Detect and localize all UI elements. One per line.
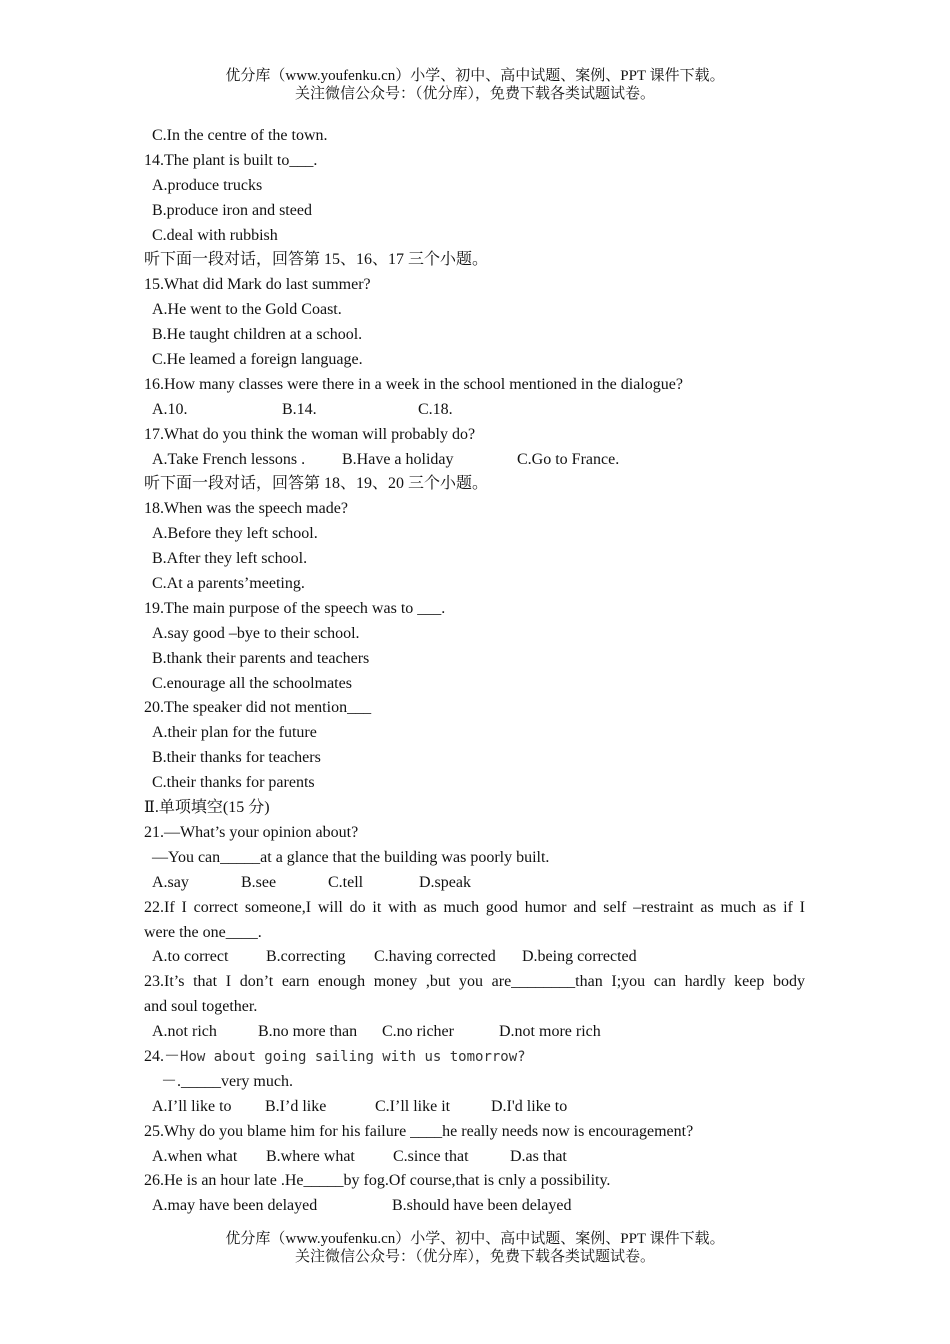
q20-option-b: B.their thanks for teachers — [152, 749, 321, 767]
q25-stem: 25.Why do you blame him for his failure ____he really needs now is encouragement? — [144, 1122, 694, 1140]
q13-option-c: C.In the centre of the town. — [152, 127, 328, 144]
q15-option-a: A.He went to the Gold Coast. — [152, 301, 342, 319]
q24-question-text: How about going sailing with us tomorrow? — [180, 1048, 526, 1065]
dialog-instruction-1: 听下面一段对话，回答第 15、16、17 三个小题。 — [144, 251, 489, 269]
q22-options — [144, 945, 805, 970]
header-line-2: 关注微信公众号：（优分库），免费下载各类试题试卷。 — [294, 86, 655, 102]
page-footer — [0, 1230, 950, 1266]
q17-option-c: C.Go to France. — [517, 450, 620, 468]
q24-option-d: D.I'd like to — [491, 1097, 568, 1115]
q18-stem: 18.When was the speech made? — [144, 500, 348, 518]
q20-option-a: A.their plan for the future — [152, 724, 317, 742]
q23-options — [144, 1020, 805, 1045]
q14-option-c: C.deal with rubbish — [152, 226, 278, 244]
footer-line-1: 优分库（www.youfenku.cn）小学、初中、高中试题、案例、PPT 课件下载。 — [225, 1231, 725, 1247]
q24-number: 24.－ — [144, 1047, 181, 1065]
footer-line-2: 关注微信公众号：（优分库），免费下载各类试题试卷。 — [294, 1249, 655, 1265]
section-2-title: Ⅱ.单项填空(15 分) — [144, 799, 270, 817]
q23-option-c: C.no richer — [382, 1023, 454, 1041]
q26-stem: 26.He is an hour late .He_____by fog.Of course,that is cnly a possibility. — [144, 1172, 611, 1190]
q22-stem-line-1: 22.If I correct someone,I will do it with as much good humor and self –restraint as much as if I — [144, 898, 805, 916]
q14-option-a: A.produce trucks — [152, 176, 263, 194]
q24-option-b: B.I’d like — [265, 1097, 327, 1115]
q25-option-c: C.since that — [393, 1147, 469, 1165]
q20-option-c: C.their thanks for parents — [152, 774, 315, 792]
q18-option-c: C.At a parents’meeting. — [152, 575, 305, 593]
q18-option-b: B.After they left school. — [152, 550, 308, 568]
q23-stem-line-1: 23.It’s that I don’t earn enough money ,but you are________than I;you can hardly keep body — [144, 973, 805, 991]
q19-option-b: B.thank their parents and teachers — [152, 649, 370, 667]
q26-options — [144, 1194, 805, 1219]
q18-option-a: A.Before they left school. — [152, 525, 318, 543]
q19-option-c: C.enourage all the schoolmates — [152, 674, 352, 692]
q22-option-d: D.being corrected — [522, 948, 637, 966]
q22-option-a: A.to correct — [152, 948, 229, 966]
q24-options — [144, 1095, 805, 1120]
q22-option-c: C.having corrected — [374, 948, 496, 966]
q14-stem: 14.The plant is built to___. — [144, 151, 318, 169]
q17-option-a: A.Take French lessons . — [152, 450, 306, 468]
q20-stem: 20.The speaker did not mention___ — [144, 699, 372, 717]
q23-option-d: D.not more rich — [499, 1023, 601, 1041]
header-line-1: 优分库（www.youfenku.cn）小学、初中、高中试题、案例、PPT 课件下载。 — [225, 68, 725, 84]
q16-stem: 16.How many classes were there in a week in the school mentioned in the dialogue? — [144, 375, 683, 393]
q24-stem — [144, 1045, 805, 1070]
q21-option-b: B.see — [241, 873, 277, 891]
exam-content — [144, 124, 805, 1219]
q15-option-b: B.He taught children at a school. — [152, 326, 363, 344]
q21-options — [144, 871, 805, 896]
q21-option-d: D.speak — [419, 873, 471, 891]
q24-reply: －._____very much. — [161, 1072, 293, 1090]
page-header — [0, 67, 950, 103]
q14-option-b: B.produce iron and steed — [152, 201, 312, 219]
q16-option-c: C.18. — [418, 400, 453, 418]
q26-option-a: A.may have been delayed — [152, 1197, 318, 1215]
q22-stem-line-2: were the one____. — [144, 923, 262, 941]
q25-option-b: B.where what — [266, 1147, 355, 1165]
q26-option-b: B.should have been delayed — [392, 1197, 572, 1215]
q22-option-b: B.correcting — [266, 948, 346, 966]
dialog-instruction-2: 听下面一段对话，回答第 18、19、20 三个小题。 — [144, 475, 489, 493]
q15-option-c: C.He leamed a foreign language. — [152, 351, 363, 369]
q24-option-c: C.I’ll like it — [375, 1097, 451, 1115]
q24-stem-text — [144, 1048, 526, 1065]
q17-stem: 17.What do you think the woman will probably do? — [144, 425, 476, 443]
q23-option-a: A.not rich — [152, 1023, 217, 1041]
q25-option-a: A.when what — [152, 1147, 238, 1165]
q25-options — [144, 1145, 805, 1170]
q16-options — [144, 398, 805, 423]
q23-option-b: B.no more than — [258, 1023, 358, 1041]
q21-reply: —You can_____at a glance that the building was poorly built. — [152, 848, 550, 866]
q24-option-a: A.I’ll like to — [152, 1097, 232, 1115]
q17-options — [144, 448, 805, 473]
q17-option-b: B.Have a holiday — [342, 450, 454, 468]
q25-option-d: D.as that — [510, 1147, 567, 1165]
q16-option-a: A.10. — [152, 400, 188, 418]
q19-option-a: A.say good –bye to their school. — [152, 624, 360, 642]
q15-stem: 15.What did Mark do last summer? — [144, 276, 371, 294]
q21-stem: 21.—What’s your opinion about? — [144, 823, 359, 841]
q19-stem: 19.The main purpose of the speech was to ___. — [144, 599, 446, 617]
q21-option-a: A.say — [152, 873, 189, 891]
q23-stem-line-2: and soul together. — [144, 998, 258, 1016]
q21-option-c: C.tell — [328, 873, 364, 891]
q16-option-b: B.14. — [282, 400, 317, 418]
